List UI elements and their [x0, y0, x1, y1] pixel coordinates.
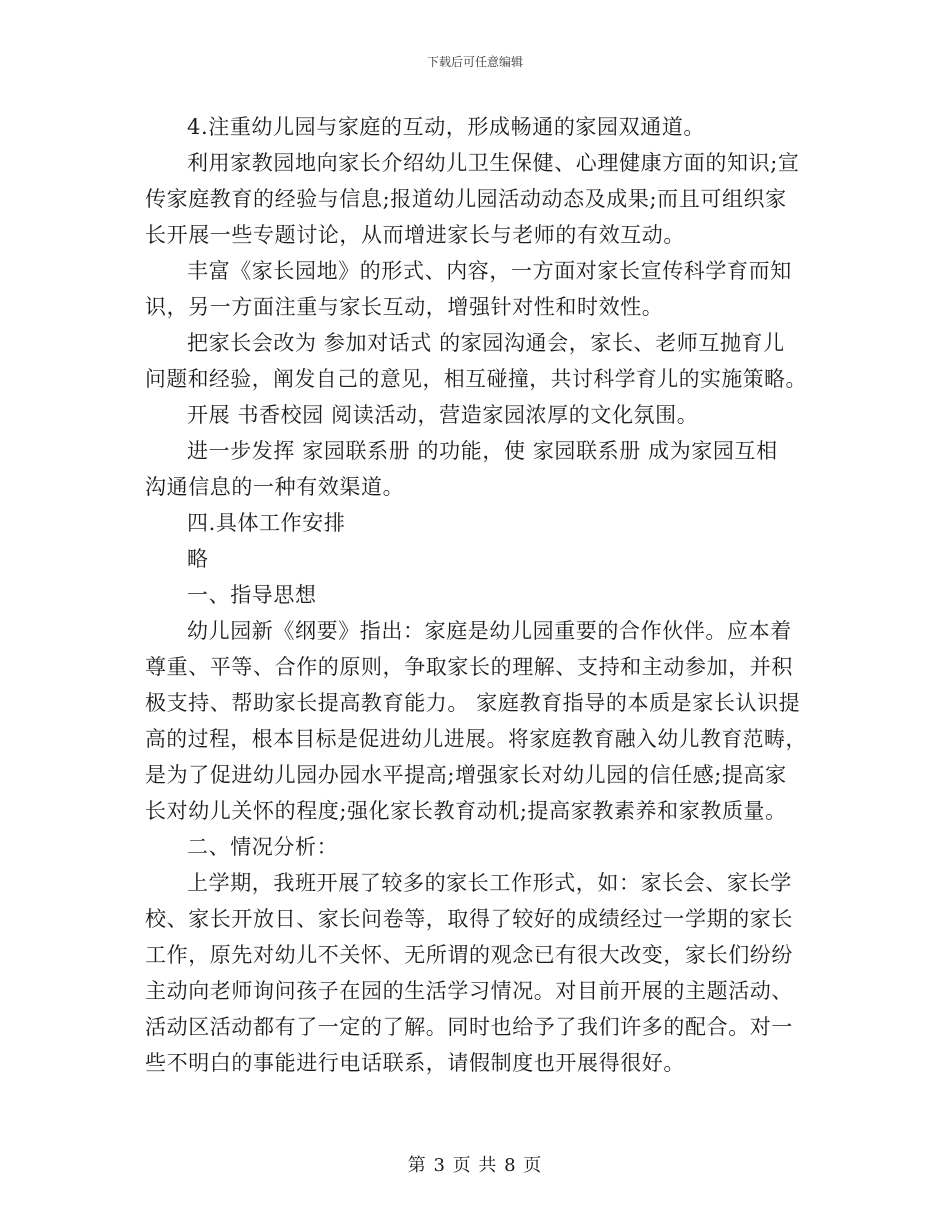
section-heading: 一、指导思想: [187, 583, 317, 607]
text-line: 上学期，我班开展了较多的家长工作形式，如：家长会、家长学: [187, 871, 792, 895]
text-line: 极支持、帮助家长提高教育能力。 家庭教育指导的本质是家长认识提: [145, 691, 801, 715]
header-note: 下载后可任意编辑: [426, 55, 523, 69]
text-line: 丰富《家长园地》的形式、内容，一方面对家长宣传科学育而知: [187, 259, 792, 283]
text-line: 利用家教园地向家长介绍幼儿卫生保健、心理健康方面的知识;宣: [187, 151, 800, 175]
text-line: 传家庭教育的经验与信息;报道幼儿园活动动态及成果;而且可组织家: [145, 187, 787, 211]
text-line: 识，另一方面注重与家长互动，增强针对性和时效性。: [145, 295, 664, 319]
text-line: 长对幼儿关怀的程度;强化家长教育动机;提高家教素养和家教质量。: [145, 799, 787, 823]
text-line: 4.注重幼儿园与家庭的互动，形成畅通的家园双通道。: [187, 115, 706, 139]
text-line: 些不明白的事能进行电话联系，请假制度也开展得很好。: [145, 1051, 685, 1075]
text-line: 校、家长开放日、家长问卷等，取得了较好的成绩经过一学期的家长: [145, 907, 793, 931]
page-header: [0, 54, 950, 70]
text-line: 略: [187, 547, 209, 571]
section-heading: 四.具体工作安排: [187, 511, 346, 535]
text-line: 尊重、平等、合作的原则，争取家长的理解、支持和主动参加，并积: [145, 655, 793, 679]
document-body: [145, 109, 807, 1081]
text-line: 主动向老师询问孩子在园的生活学习情况。对目前开展的主题活动、: [145, 979, 793, 1003]
text-line: 活动区活动都有了一定的了解。同时也给予了我们许多的配合。对一: [145, 1015, 793, 1039]
text-line: 长开展一些专题讨论，从而增进家长与老师的有效互动。: [145, 223, 685, 247]
body-text: [145, 109, 807, 1081]
text-line: 是为了促进幼儿园办园水平提高;增强家长对幼儿园的信任感;提高家: [145, 763, 787, 787]
section-heading: 二、情况分析：: [187, 835, 339, 859]
text-line: 开展 书香校园 阅读活动，营造家园浓厚的文化氛围。: [187, 403, 699, 427]
text-line: 问题和经验，阐发自己的意见，相互碰撞，共讨科学育儿的实施策略。: [145, 367, 807, 391]
page-footer: [0, 1154, 950, 1178]
text-line: 工作，原先对幼儿不关怀、无所谓的观念已有很大改变，家长们纷纷: [145, 943, 793, 967]
text-line: 沟通信息的一种有效渠道。: [145, 475, 405, 499]
text-line: 高的过程，根本目标是促进幼儿进展。将家庭教育融入幼儿教育范畴，: [145, 727, 807, 751]
text-line: 进一步发挥 家园联系册 的功能，使 家园联系册 成为家园互相: [187, 439, 778, 463]
page-number: 第 3 页 共 8 页: [407, 1155, 543, 1176]
text-line: 把家长会改为 参加对话式 的家园沟通会，家长、老师互抛育儿: [187, 331, 785, 355]
text-line: 幼儿园新《纲要》指出：家庭是幼儿园重要的合作伙伴。应本着: [187, 619, 792, 643]
